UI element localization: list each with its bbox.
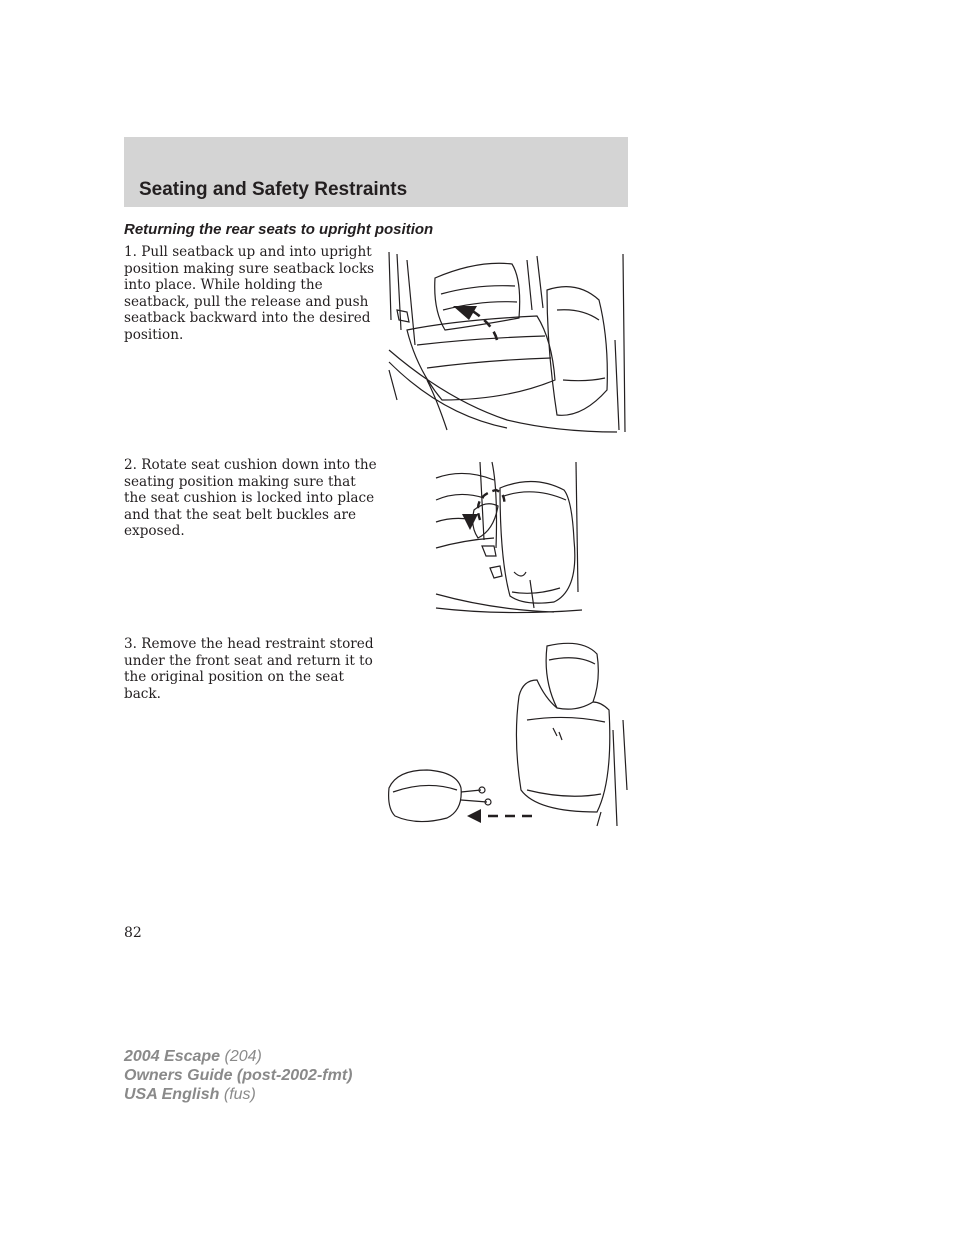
step-3-text: 3. Remove the head restraint stored under the front seat and return it to the original position on the seat back. (124, 636, 374, 702)
step-1-text: 1. Pull seatback up and into upright position making sure seatback locks into place. While holding the seatback, pull the release and push seatback backward into the desired position. (124, 244, 375, 343)
footer-line-2 (124, 1066, 352, 1085)
footer-guide-name: Owners Guide (post-2002-fmt) (124, 1067, 353, 1084)
footer-line-3 (124, 1085, 352, 1104)
document-footer (124, 1047, 352, 1104)
section-header-band (124, 137, 628, 207)
footer-model-code: (204) (220, 1048, 262, 1065)
step-2-text: 2. Rotate seat cushion down into the seating position making sure that the seat cushion is locked into place and that the seat belt buckles are exposed. (124, 457, 377, 539)
footer-model: 2004 Escape (124, 1048, 221, 1065)
footer-language: USA English (124, 1086, 220, 1103)
seatback-raise-illustration (387, 250, 628, 435)
cushion-rotate-illustration (434, 460, 584, 618)
subheading: Returning the rear seats to upright position (124, 221, 434, 238)
section-title: Seating and Safety Restraints (139, 179, 408, 200)
footer-language-code: (fus) (219, 1086, 256, 1103)
footer-line-1 (124, 1047, 352, 1066)
page-number: 82 (124, 925, 142, 941)
head-restraint-illustration (387, 640, 628, 828)
